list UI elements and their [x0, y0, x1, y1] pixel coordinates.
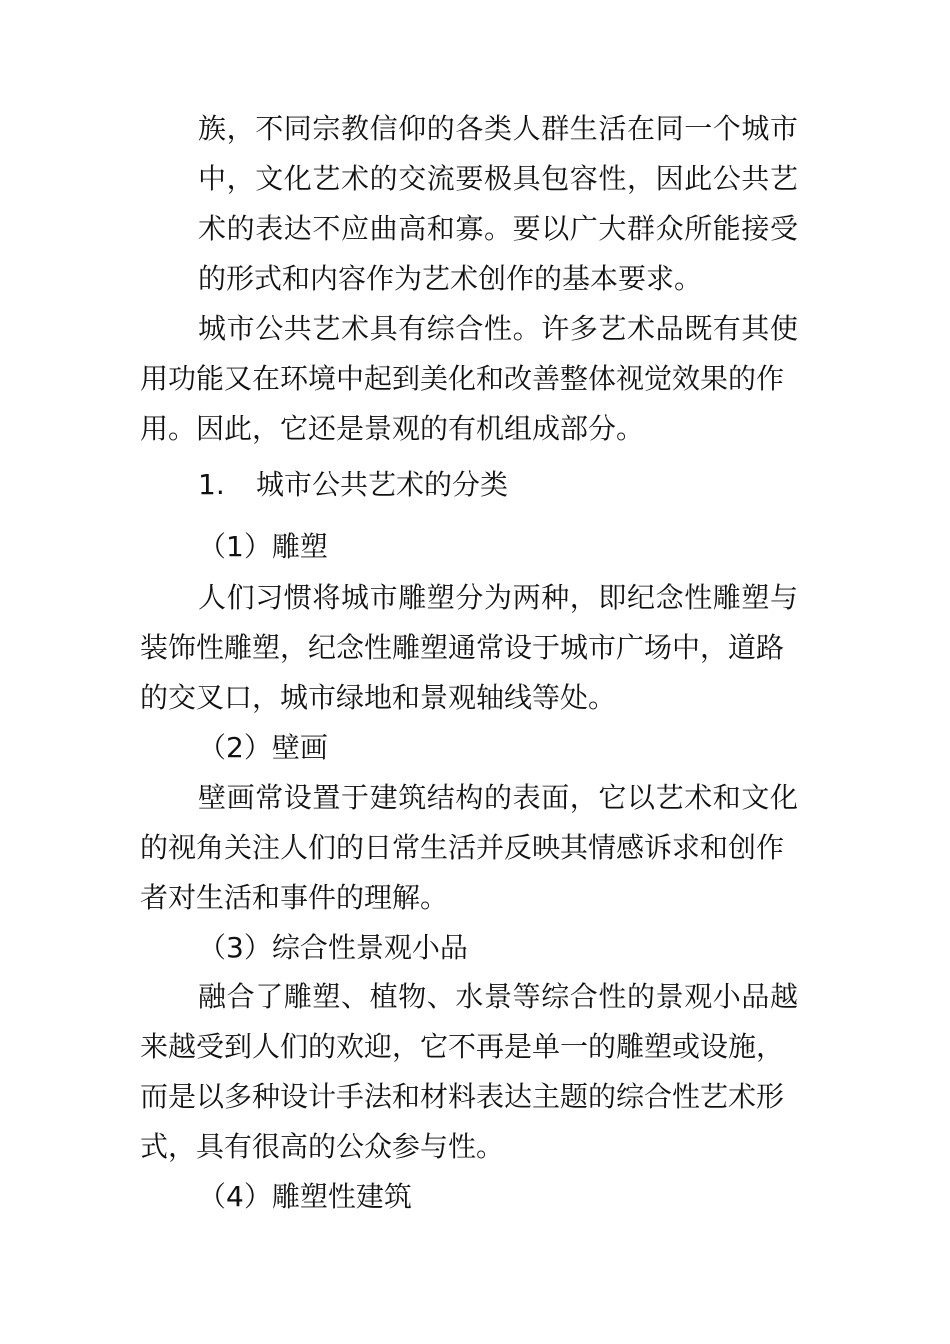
- paragraph-line: 来越受到人们的欢迎，它不再是单一的雕塑或设施，: [140, 1030, 785, 1063]
- paragraph-line: 融合了雕塑、植物、水景等综合性的景观小品越: [198, 980, 799, 1013]
- paragraph-line: 式，具有很高的公众参与性。: [140, 1130, 505, 1163]
- subsection-heading: （3）综合性景观小品: [198, 931, 468, 964]
- paragraph-line: 装饰性雕塑，纪念性雕塑通常设于城市广场中，道路: [140, 631, 785, 664]
- paragraph-line: 者对生活和事件的理解。: [140, 881, 449, 914]
- subsection-heading: （4）雕塑性建筑: [198, 1180, 412, 1213]
- paragraph-line: 族，不同宗教信仰的各类人群生活在同一个城市: [198, 112, 799, 145]
- subsection-heading: （1）雕塑: [198, 530, 328, 563]
- paragraph-line: 的交叉口，城市绿地和景观轴线等处。: [140, 681, 617, 714]
- paragraph-line: 术的表达不应曲高和寡。要以广大群众所能接受: [198, 212, 799, 245]
- paragraph-line: 城市公共艺术具有综合性。许多艺术品既有其使: [198, 312, 799, 345]
- section-number: 1.: [198, 468, 225, 501]
- section-title: 城市公共艺术的分类: [256, 468, 509, 501]
- paragraph-line: 的视角关注人们的日常生活并反映其情感诉求和创作: [140, 831, 785, 864]
- paragraph-line: 人们习惯将城市雕塑分为两种，即纪念性雕塑与: [198, 581, 799, 614]
- paragraph-line: 用功能又在环境中起到美化和改善整体视觉效果的作: [140, 362, 785, 395]
- subsection-heading: （2）壁画: [198, 731, 328, 764]
- paragraph-line: 壁画常设置于建筑结构的表面，它以艺术和文化: [198, 781, 799, 814]
- paragraph-line: 而是以多种设计手法和材料表达主题的综合性艺术形: [140, 1080, 785, 1113]
- paragraph-line: 中，文化艺术的交流要极具包容性，因此公共艺: [198, 162, 799, 195]
- paragraph-line: 的形式和内容作为艺术创作的基本要求。: [198, 262, 703, 295]
- paragraph-line: 用。因此，它还是景观的有机组成部分。: [140, 412, 645, 445]
